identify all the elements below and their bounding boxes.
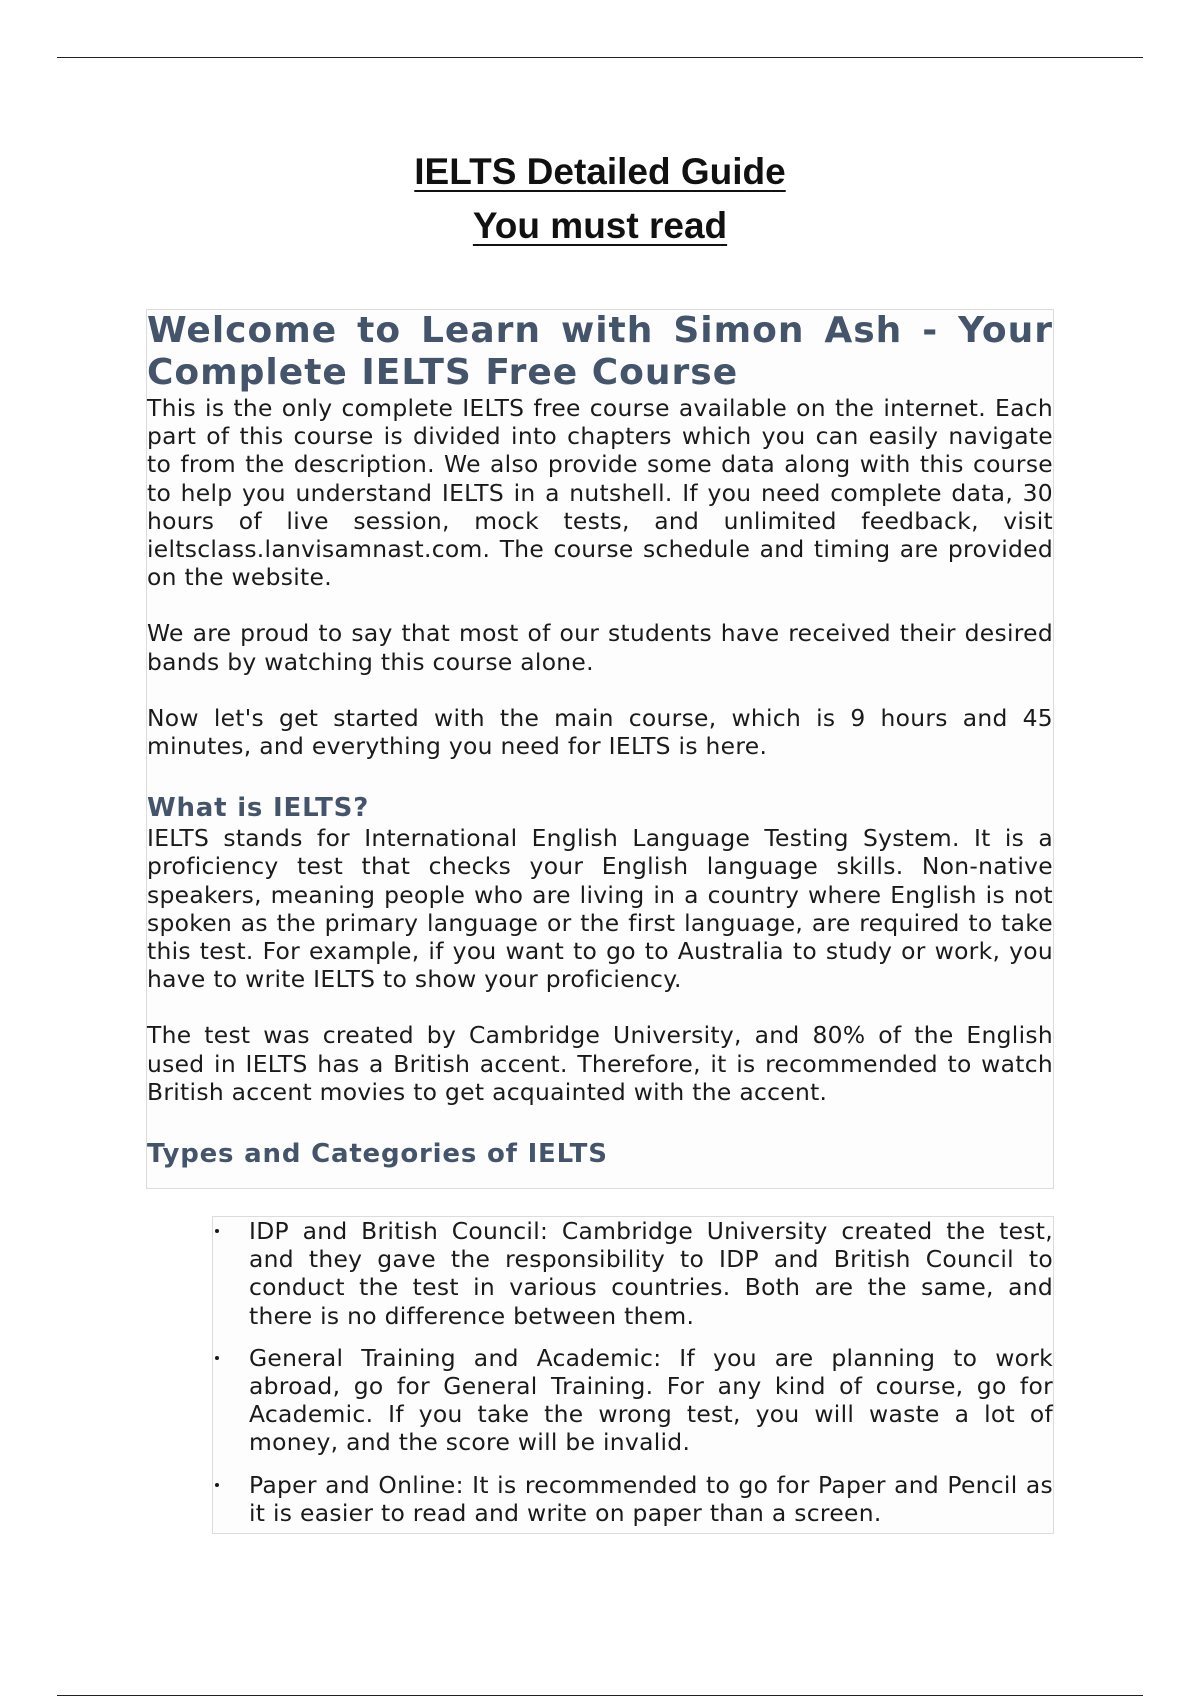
list-item-text: Paper and Online: It is recommended to go for Paper and Pencil as it is easier to read and write on paper than a screen.	[249, 1470, 1053, 1527]
intro-paragraph: Now let's get started with the main course, which is 9 hours and 45 minutes, and everything you need for IELTS is here.	[147, 703, 1053, 761]
footer-rule	[57, 1695, 1143, 1696]
what-is-paragraph: The test was created by Cambridge University, and 80% of the English used in IELTS has a British accent. Therefore, it is recommended to watch British accent movies to get acquainted with the accent.	[147, 1021, 1053, 1106]
list-item	[213, 1471, 1053, 1527]
intro-paragraph: This is the only complete IELTS free course available on the internet. Each part of this course is divided into chapters which you can easily navigate to from the description. We also provide some data along with this course to help you understand IELTS in a nutshell. If you need complete data, 30 hours of live session, mock tests, and unlimited feedback, visit ieltsclass.lanvisamnast.com. The course schedule and timing are provided on the website.	[147, 394, 1053, 592]
paragraph-spacer	[147, 676, 1053, 704]
list-item-text: IDP and British Council: Cambridge University created the test, and they gave the responsibility to IDP and British Council to conduct the test in various countries. Both are the same, and there is no difference between them.	[249, 1217, 1053, 1330]
document-title: IELTS Detailed Guide	[414, 151, 786, 192]
header-rule	[57, 57, 1143, 58]
paragraph-spacer	[147, 760, 1053, 792]
list-item	[213, 1217, 1053, 1330]
bullet-icon	[215, 1356, 219, 1360]
paragraph-spacer	[147, 591, 1053, 619]
bullet-icon	[215, 1483, 219, 1487]
what-is-ielts-heading: What is IELTS?	[147, 793, 370, 824]
what-is-paragraph: IELTS stands for International English Language Testing System. It is a proficiency test that checks your English language skills. Non-native speakers, meaning people who are living in a country where English is not spoken as the primary language or the first language, are required to take this test. For example, if you want to go to Australia to study or work, you have to write IELTS to show your proficiency.	[147, 824, 1053, 994]
types-list-box	[212, 1216, 1054, 1534]
section-heading: Welcome to Learn with Simon Ash - Your Complete IELTS Free Course	[147, 310, 1053, 393]
document-subtitle: You must read	[472, 205, 728, 246]
course-section	[146, 309, 1054, 1189]
types-heading: Types and Categories of IELTS	[147, 1139, 608, 1170]
types-list	[213, 1217, 1053, 1527]
paragraph-spacer	[147, 993, 1053, 1021]
bullet-icon	[215, 1229, 219, 1233]
intro-paragraph: We are proud to say that most of our students have received their desired bands by watching this course alone.	[147, 619, 1053, 676]
paragraph-spacer	[147, 1106, 1053, 1138]
list-item	[213, 1344, 1053, 1457]
list-item-text: General Training and Academic: If you are planning to work abroad, go for General Training. For any kind of course, go for Academic. If you take the wrong test, you will waste a lot of money, and the score will be invalid.	[249, 1343, 1053, 1457]
